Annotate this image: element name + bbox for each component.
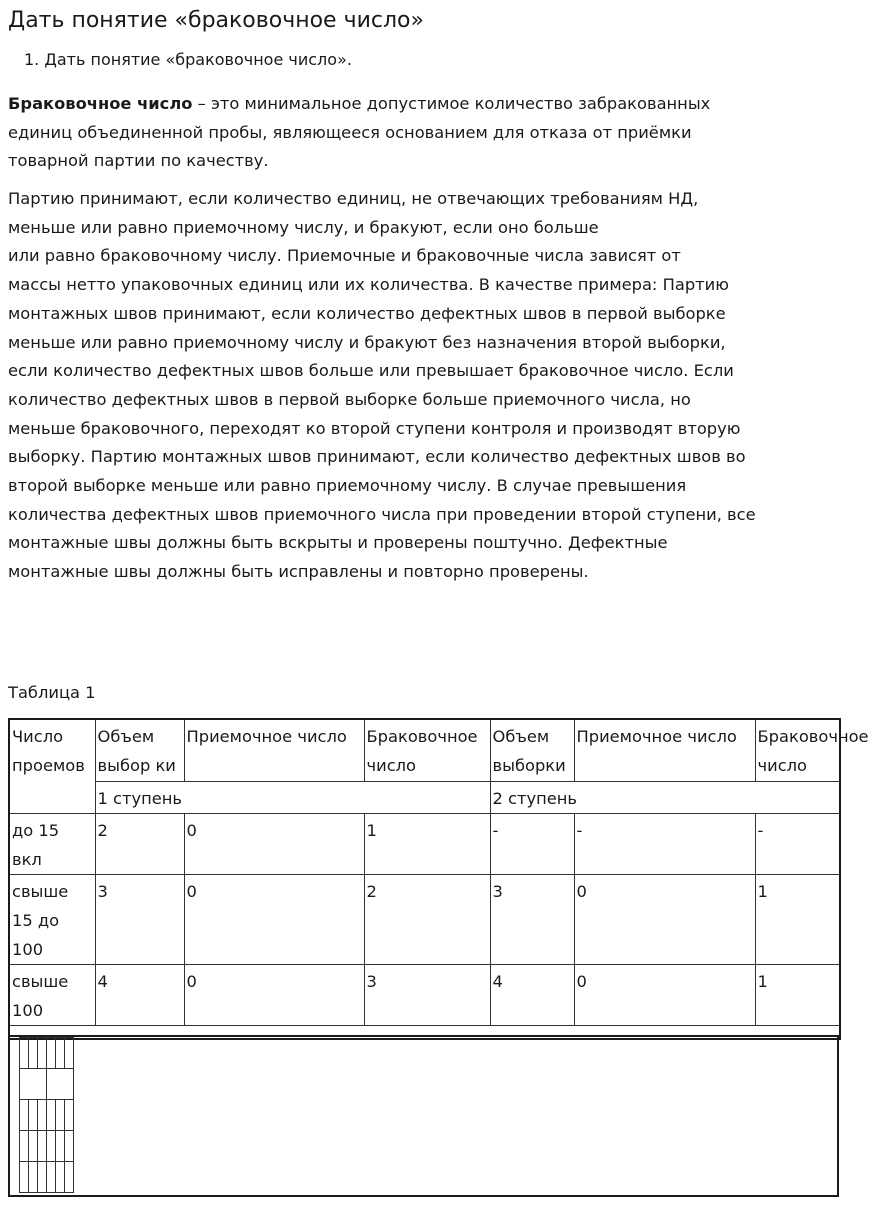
table-cell: - bbox=[574, 813, 755, 874]
table-cell: 3 bbox=[364, 964, 490, 1025]
table-cell: 3 bbox=[490, 874, 574, 964]
stage-1-cell: 1 ступень bbox=[95, 781, 490, 813]
table-cell: 1 bbox=[755, 874, 840, 964]
stage-row bbox=[9, 781, 840, 813]
paragraph-line: выборку. Партию монтажных швов принимают, если количество дефектных швов во bbox=[8, 447, 746, 467]
paragraph-line: второй выборке меньше или равно приемочному числу. В случае превышения bbox=[8, 476, 687, 496]
mini-grid-cell bbox=[20, 1069, 47, 1100]
mini-grid-cell bbox=[29, 1162, 38, 1193]
table-cell: 3 bbox=[95, 874, 184, 964]
table-cell: 2 bbox=[95, 813, 184, 874]
mini-grid-cell bbox=[29, 1131, 38, 1162]
paragraph-line: монтажные швы должны быть вскрыты и проверены поштучно. Дефектные bbox=[8, 533, 668, 553]
mini-grid-cell bbox=[47, 1069, 74, 1100]
stage-2-cell: 2 ступень bbox=[490, 781, 840, 813]
mini-grid-cell bbox=[65, 1100, 74, 1131]
table-row bbox=[9, 964, 840, 1025]
table-cell: 1 bbox=[755, 964, 840, 1025]
mini-grid-cell bbox=[29, 1038, 38, 1069]
mini-grid-cell bbox=[56, 1038, 65, 1069]
mini-grid-cell bbox=[10, 1162, 20, 1193]
empty-mini-grid bbox=[10, 1037, 74, 1193]
table-cell: 0 bbox=[184, 964, 364, 1025]
paragraph-line: Партию принимают, если количество единиц, не отвечающих требованиям НД, bbox=[8, 189, 699, 208]
mini-grid-cell bbox=[38, 1038, 47, 1069]
mini-grid-cell bbox=[10, 1069, 20, 1100]
table-header-row bbox=[9, 719, 840, 781]
table-row bbox=[9, 874, 840, 964]
mini-grid-cell bbox=[38, 1162, 47, 1193]
mini-grid-cell bbox=[47, 1038, 56, 1069]
definition-term: Браковочное число bbox=[8, 94, 193, 113]
header-cell: Браковочное число bbox=[755, 719, 840, 781]
mini-grid-cell bbox=[47, 1162, 56, 1193]
table-cell: 0 bbox=[574, 874, 755, 964]
mini-grid-cell bbox=[56, 1131, 65, 1162]
table-cell: 4 bbox=[490, 964, 574, 1025]
paragraph-line: монтажных швов принимают, если количество дефектных швов в первой выборке bbox=[8, 303, 726, 323]
mini-grid-cell bbox=[10, 1100, 20, 1131]
table-cell: 0 bbox=[184, 813, 364, 874]
header-cell: Браковочное число bbox=[364, 719, 490, 781]
header-cell: Объем выборки bbox=[490, 719, 574, 781]
list-item: 1. Дать понятие «браковочное число». bbox=[24, 50, 352, 69]
header-cell: Приемочное число bbox=[574, 719, 755, 781]
header-cell: Число проемов bbox=[9, 719, 95, 813]
table-cell: 1 bbox=[364, 813, 490, 874]
mini-grid-cell bbox=[65, 1038, 74, 1069]
table-caption: Таблица 1 bbox=[8, 683, 96, 702]
mini-grid-cell bbox=[56, 1162, 65, 1193]
mini-grid-cell bbox=[20, 1100, 29, 1131]
mini-grid-cell bbox=[47, 1100, 56, 1131]
explanation-paragraph bbox=[8, 185, 756, 587]
paragraph-line: меньше или равно приемочному числу и бракуют без назначения второй выборки, bbox=[8, 332, 726, 352]
mini-grid-cell bbox=[10, 1038, 20, 1069]
definition-text: – это минимальное допустимое количество забракованных bbox=[192, 94, 711, 113]
mini-grid-cell bbox=[65, 1162, 74, 1193]
paragraph-line: меньше браковочного, переходят ко второй ступени контроля и производят вторую bbox=[8, 418, 741, 438]
empty-grid-frame bbox=[8, 1035, 839, 1197]
mini-grid-cell bbox=[38, 1131, 47, 1162]
sampling-table bbox=[8, 718, 869, 1040]
mini-grid-cell bbox=[65, 1131, 74, 1162]
table-cell: 2 bbox=[364, 874, 490, 964]
definition-paragraph bbox=[8, 90, 710, 176]
mini-grid-cell bbox=[20, 1131, 29, 1162]
paragraph-line: или равно браковочному числу. Приемочные и браковочные числа зависят от bbox=[8, 246, 681, 266]
row-label-cell: до 15 вкл bbox=[9, 813, 95, 874]
mini-grid-cell bbox=[56, 1100, 65, 1131]
table-cell: 0 bbox=[184, 874, 364, 964]
page-title: Дать понятие «браковочное число» bbox=[8, 8, 424, 33]
mini-grid-cell bbox=[20, 1038, 29, 1069]
mini-grid-cell bbox=[29, 1100, 38, 1131]
mini-grid-cell bbox=[47, 1131, 56, 1162]
header-cell: Объем выбор ки bbox=[95, 719, 184, 781]
definition-line: товарной партии по качеству. bbox=[8, 151, 269, 171]
table-row bbox=[9, 813, 840, 874]
table-cell: - bbox=[490, 813, 574, 874]
row-label-cell: свыше 100 bbox=[9, 964, 95, 1025]
mini-grid-cell bbox=[38, 1100, 47, 1131]
paragraph-line: количества дефектных швов приемочного числа при проведении второй ступени, все bbox=[8, 504, 756, 524]
table-cell: 4 bbox=[95, 964, 184, 1025]
header-cell: Приемочное число bbox=[184, 719, 364, 781]
row-label-cell: свыше 15 до 100 bbox=[9, 874, 95, 964]
definition-line: единиц объединенной пробы, являющееся основанием для отказа от приёмки bbox=[8, 122, 692, 142]
paragraph-line: количество дефектных швов в первой выборке больше приемочного числа, но bbox=[8, 389, 691, 409]
mini-grid-cell bbox=[10, 1131, 20, 1162]
table-cell: - bbox=[755, 813, 840, 874]
paragraph-line: массы нетто упаковочных единиц или их количества. В качестве примера: Партию bbox=[8, 275, 729, 295]
paragraph-line: если количество дефектных швов больше или превышает браковочное число. Если bbox=[8, 361, 734, 381]
mini-grid-cell bbox=[20, 1162, 29, 1193]
paragraph-line: меньше или равно приемочному числу, и бракуют, если оно больше bbox=[8, 217, 599, 237]
paragraph-line: монтажные швы должны быть исправлены и повторно проверены. bbox=[8, 562, 589, 582]
table-cell: 0 bbox=[574, 964, 755, 1025]
